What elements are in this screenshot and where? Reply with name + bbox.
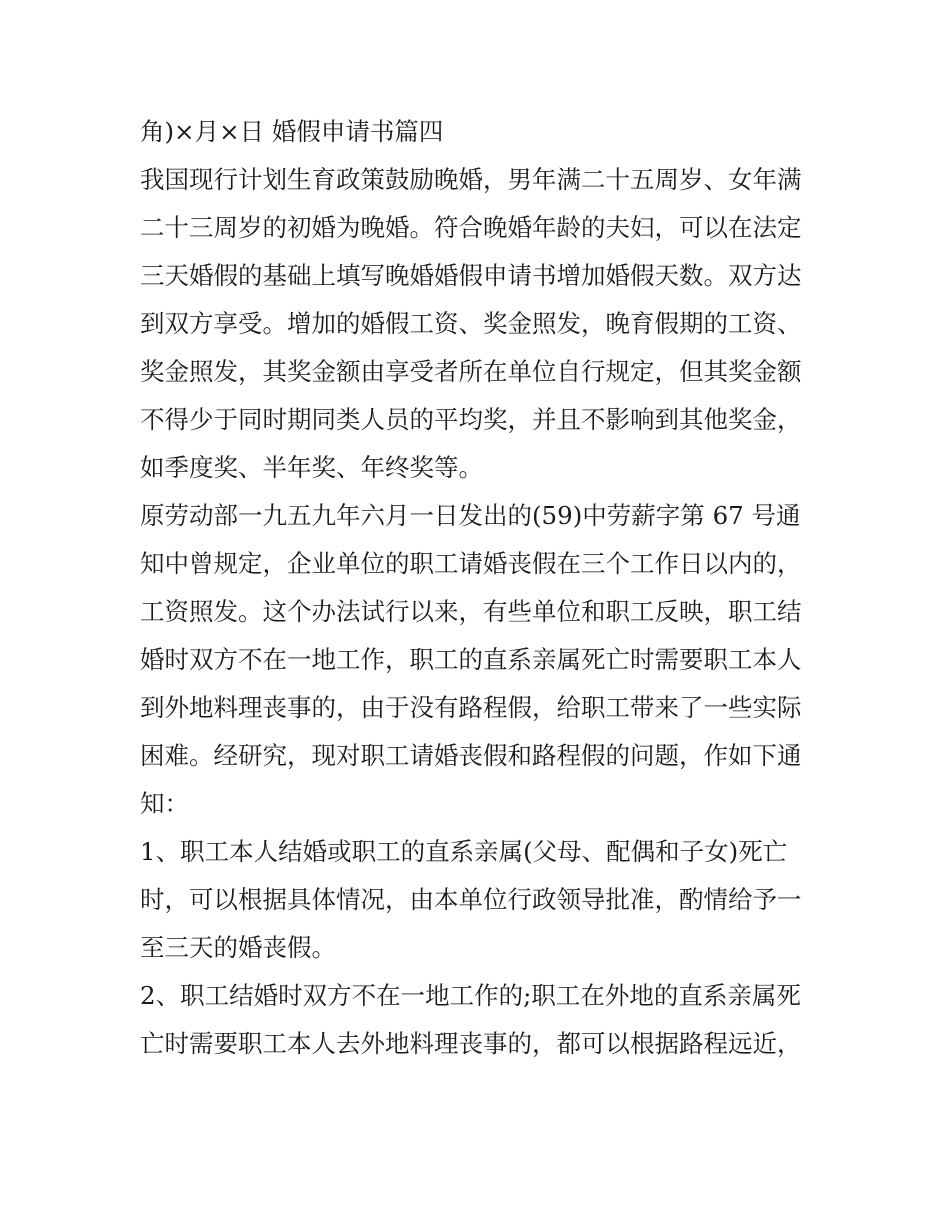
text-line: 角)×月×日 婚假申请书篇四	[140, 117, 444, 146]
text-line: 亡时需要职工本人去外地料理丧事的，都可以根据路程远近，	[140, 1029, 802, 1058]
text-line: 婚时双方不在一地工作，职工的直系亲属死亡时需要职工本人	[140, 645, 802, 674]
text-line: 奖金照发，其奖金额由享受者所在单位自行规定，但其奖金额	[140, 357, 802, 386]
text-line: 到双方享受。增加的婚假工资、奖金照发，晚育假期的工资、	[140, 309, 802, 338]
text-line: 时，可以根据具体情况，由本单位行政领导批准，酌情给予一	[140, 885, 802, 914]
text-line: 我国现行计划生育政策鼓励晚婚，男年满二十五周岁、女年满	[140, 165, 802, 194]
text-line: 原劳动部一九五九年六月一日发出的(59)中劳薪字第 67 号通	[140, 501, 801, 530]
text-line: 1、职工本人结婚或职工的直系亲属(父母、配偶和子女)死亡	[140, 837, 788, 866]
text-line: 至三天的婚丧假。	[140, 933, 336, 962]
text-line: 三天婚假的基础上填写晚婚婚假申请书增加婚假天数。双方达	[140, 261, 802, 290]
text-line: 二十三周岁的初婚为晚婚。符合晚婚年龄的夫妇，可以在法定	[140, 213, 802, 242]
text-line: 不得少于同时期同类人员的平均奖，并且不影响到其他奖金，	[140, 405, 802, 434]
text-line: 2、职工结婚时双方不在一地工作的;职工在外地的直系亲属死	[140, 981, 801, 1010]
text-line: 知中曾规定，企业单位的职工请婚丧假在三个工作日以内的，	[140, 549, 802, 578]
document-body	[140, 108, 820, 1068]
text-line: 困难。经研究，现对职工请婚丧假和路程假的问题，作如下通	[140, 741, 802, 770]
text-line: 到外地料理丧事的，由于没有路程假，给职工带来了一些实际	[140, 693, 802, 722]
text-line: 如季度奖、半年奖、年终奖等。	[140, 453, 483, 482]
text-line: 知：	[140, 789, 189, 818]
text-line: 工资照发。这个办法试行以来，有些单位和职工反映，职工结	[140, 597, 802, 626]
